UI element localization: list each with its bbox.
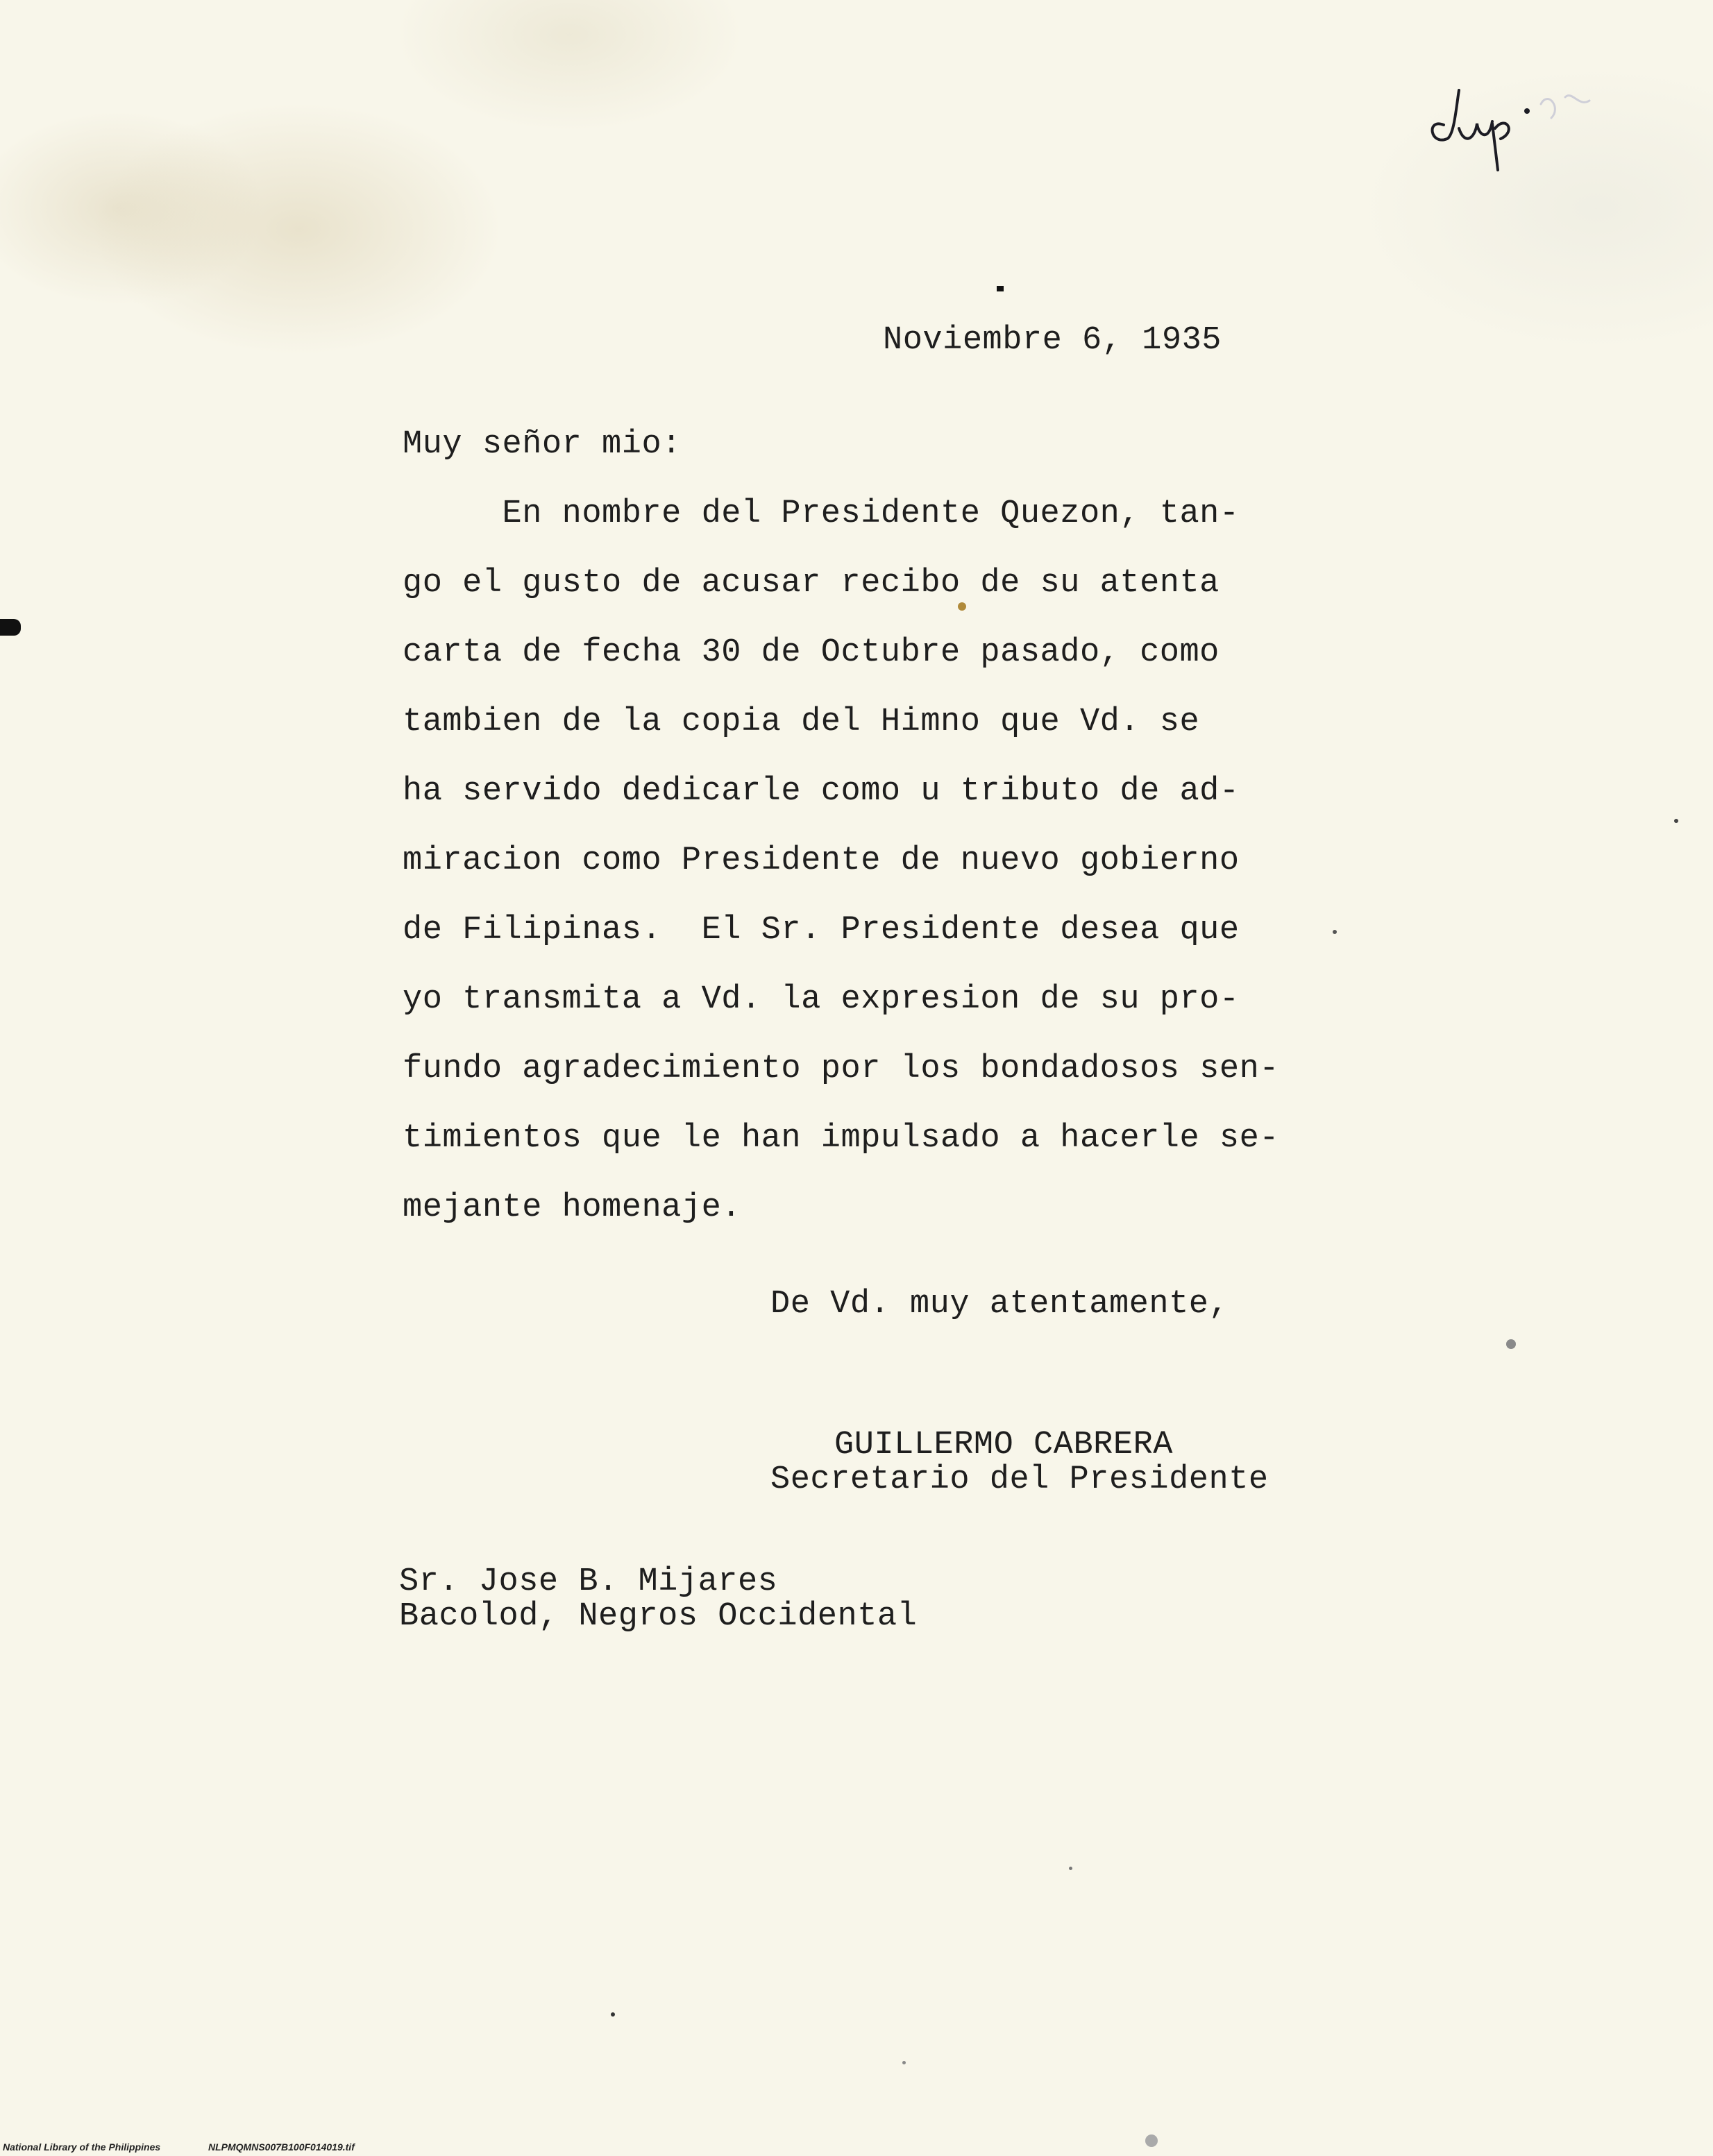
addressee-location: Bacolod, Negros Occidental xyxy=(399,1598,918,1635)
paper-speck xyxy=(1333,930,1337,934)
addressee-name: Sr. Jose B. Mijares xyxy=(399,1563,778,1600)
body-line: fundo agradecimiento por los bondadosos sen- xyxy=(403,1051,1280,1087)
ink-dot xyxy=(997,286,1004,291)
paper-speck xyxy=(611,2012,615,2017)
body-line: mejante homenaje. xyxy=(403,1189,741,1226)
body-line: timientos que le han impulsado a hacerle se- xyxy=(403,1120,1280,1157)
paper-speck xyxy=(1506,1339,1516,1349)
footer-file-id: NLPMQMNS007B100F014019.tif xyxy=(208,2141,355,2153)
salutation: Muy señor mio: xyxy=(403,426,682,463)
paper-speck xyxy=(958,602,966,611)
paper-speck xyxy=(902,2061,906,2064)
body-line: tambien de la copia del Himno que Vd. se xyxy=(403,704,1200,740)
footer-institution: National Library of the Philippines xyxy=(3,2141,161,2153)
paper-speck xyxy=(1145,2134,1158,2147)
signatory-name: GUILLERMO CABRERA xyxy=(834,1427,1173,1463)
body-line: yo transmita a Vd. la expresion de su pro- xyxy=(403,981,1240,1018)
body-line: ha servido dedicarle como u tributo de ad- xyxy=(403,773,1240,810)
body-line: miracion como Presidente de nuevo gobierno xyxy=(403,842,1240,879)
body-line: carta de fecha 30 de Octubre pasado, como xyxy=(403,634,1220,671)
handwritten-dup-note xyxy=(1423,42,1617,173)
paper-speck xyxy=(1674,819,1678,823)
margin-mark xyxy=(0,619,21,636)
paper-speck xyxy=(1069,1867,1072,1870)
signatory-title: Secretario del Presidente xyxy=(770,1461,1269,1498)
body-line: go el gusto de acusar recibo de su atenta xyxy=(403,565,1220,602)
closing: De Vd. muy atentamente, xyxy=(770,1286,1229,1323)
letter-date: Noviembre 6, 1935 xyxy=(883,322,1222,359)
body-line: En nombre del Presidente Quezon, tan- xyxy=(403,495,1240,532)
body-line: de Filipinas. El Sr. Presidente desea que xyxy=(403,912,1240,949)
